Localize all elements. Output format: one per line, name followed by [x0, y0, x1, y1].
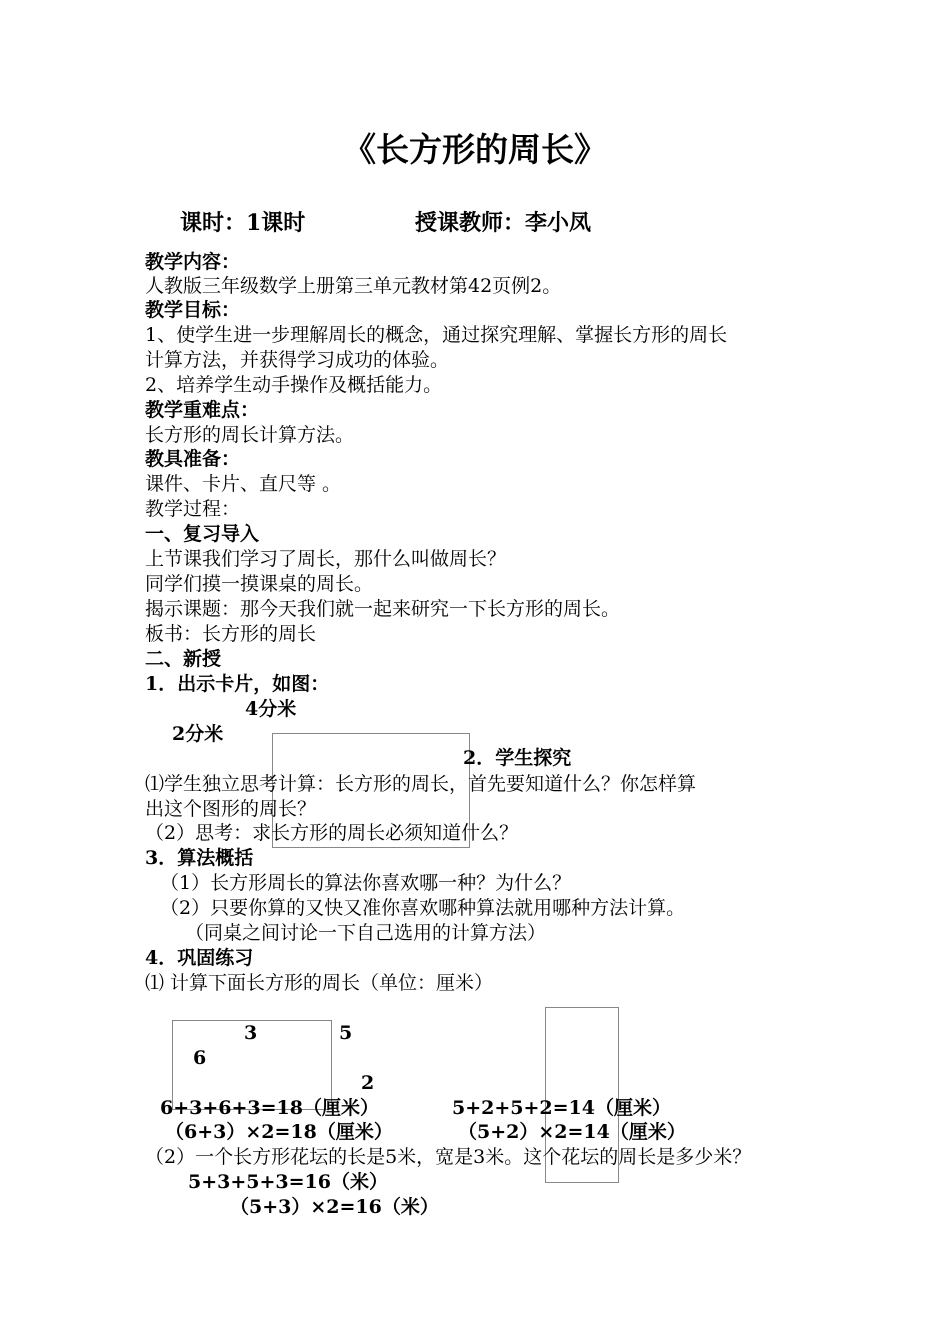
heading-new: 二、新授	[145, 648, 222, 670]
dimension-length: 4分米	[245, 698, 297, 720]
heading-key-points: 教学重难点：	[145, 399, 260, 421]
goal-2: 2、培养学生动手操作及概括能力。	[145, 374, 443, 396]
practice-1: ⑴ 计算下面长方形的周长（单位：厘米）	[145, 972, 494, 994]
heading-goals: 教学目标：	[145, 299, 241, 321]
heading-tools: 教具准备：	[145, 448, 241, 470]
page-title: 《长方形的周长》	[343, 130, 607, 169]
review-line-2: 同学们摸一摸课桌的周长。	[145, 573, 374, 595]
explore-2: （2）思考：求长方形的周长必须知道什么？	[145, 822, 519, 844]
calc-2b: （5+2）×2=14（厘米）	[458, 1121, 686, 1143]
figure-2-side-label: 2	[361, 1072, 375, 1094]
goal-1b: 计算方法，并获得学习成功的体验。	[145, 349, 450, 371]
heading-review: 一、复习导入	[145, 523, 260, 545]
text-key-points: 长方形的周长计算方法。	[145, 424, 355, 446]
review-line-4: 板书：长方形的周长	[145, 623, 317, 645]
lesson-period: 课时：1课时	[180, 210, 306, 236]
heading-algorithm: 3．算法概括	[145, 847, 254, 869]
review-line-1: 上节课我们学习了周长，那什么叫做周长？	[145, 548, 507, 570]
calc-3b: （5+3）×2=16（米）	[230, 1196, 439, 1218]
text-process: 教学过程：	[145, 498, 241, 520]
calc-1b: （6+3）×2=18（厘米）	[165, 1121, 393, 1143]
algorithm-2: （2）只要你算的又快又准你喜欢哪种算法就用哪种方法计算。	[160, 897, 686, 919]
review-line-3: 揭示课题：那今天我们就一起来研究一下长方形的周长。	[145, 598, 621, 620]
algorithm-3: （同桌之间讨论一下自己选用的计算方法）	[185, 922, 547, 944]
explore-1a: ⑴学生独立思考计算：长方形的周长，首先要知道什么？你怎样算	[145, 773, 697, 795]
teacher-name: 授课教师：李小凤	[415, 210, 592, 236]
calc-2a: 5+2+5+2=14（厘米）	[452, 1097, 672, 1119]
calc-1a: 6+3+6+3=18（厘米）	[160, 1097, 380, 1119]
figure-2-top-label: 5	[339, 1022, 353, 1044]
practice-2: （2）一个长方形花坛的长是5米，宽是3米。这个花坛的周长是多少米？	[145, 1146, 752, 1168]
figure-1-side-label: 6	[193, 1047, 207, 1069]
algorithm-1: （1）长方形周长的算法你喜欢哪一种？为什么？	[160, 872, 572, 894]
new-step-2: 2．学生探究	[463, 747, 572, 769]
heading-practice: 4．巩固练习	[145, 947, 254, 969]
dimension-width: 2分米	[172, 723, 224, 745]
text-tools: 课件、卡片、直尺等 。	[145, 473, 342, 495]
heading-content: 教学内容：	[145, 251, 241, 273]
new-step-1: 1．出示卡片，如图：	[145, 673, 330, 695]
goal-1a: 1、使学生进一步理解周长的概念，通过探究理解、掌握长方形的周长	[145, 324, 728, 346]
figure-1-top-label: 3	[244, 1022, 258, 1044]
explore-1b: 出这个图形的周长？	[145, 798, 317, 820]
calc-3a: 5+3+5+3=16（米）	[188, 1171, 389, 1193]
text-content: 人教版三年级数学上册第三单元教材第42页例2。	[145, 275, 562, 297]
